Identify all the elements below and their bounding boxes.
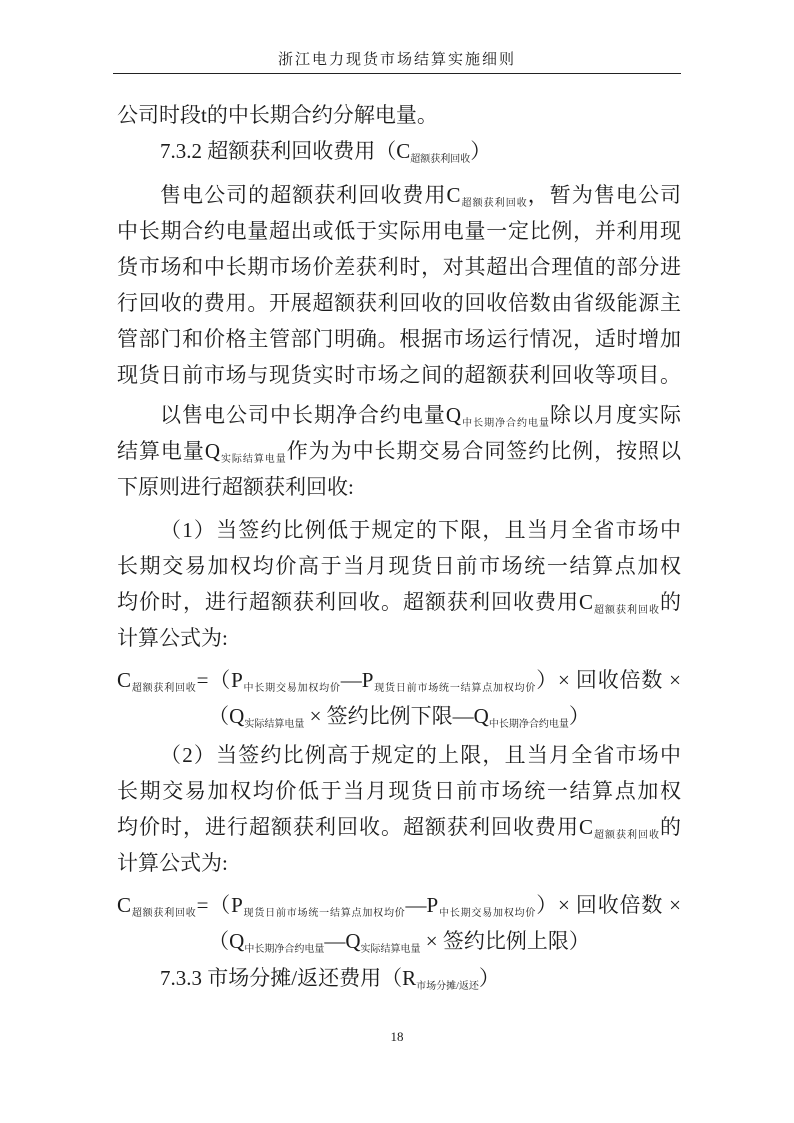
text-run: 7.3.3 市场分摊/返还费用（R [160, 966, 417, 990]
text-run: ） [470, 139, 492, 163]
text-line-18 [117, 737, 681, 773]
text-run: （Q [208, 929, 245, 953]
subscript: 超额获利回收 [131, 908, 197, 919]
text-line-1 [117, 97, 681, 133]
subscript: 实际结算电量 [244, 719, 305, 730]
text-run: 行回收的费用。开展超额获利回收的回收倍数由省级能源主 [117, 291, 681, 315]
text-run: × 签约比例下限—Q [304, 704, 489, 728]
text-run: =（P [196, 668, 243, 692]
text-run: 计算公式为: [117, 626, 228, 650]
text-line-5 [117, 249, 681, 285]
text-run: 结算电量Q [117, 439, 220, 463]
text-run: 长期交易加权均价高于当月现货日前市场统一结算点加权 [117, 554, 681, 578]
text-line-22 [117, 887, 681, 923]
subscript: 超额获利回收 [460, 198, 528, 209]
text-line-11 [117, 469, 681, 505]
text-line-10 [117, 433, 681, 469]
text-run: ）× 回收倍数 × [536, 668, 681, 692]
subscript: 实际结算电量 [360, 944, 421, 955]
text-run: ）× 回收倍数 × [536, 893, 681, 917]
text-line-16 [117, 662, 681, 698]
text-line-15 [117, 620, 681, 656]
subscript: 超额获利回收 [593, 830, 660, 841]
text-line-12 [117, 512, 681, 548]
text-line-9 [117, 397, 681, 433]
text-run: （Q [208, 704, 245, 728]
text-line-14 [117, 584, 681, 620]
text-run: —P [340, 668, 374, 692]
text-run: 以售电公司中长期净合约电量Q [160, 403, 462, 427]
subscript: 超额获利回收 [593, 605, 660, 616]
text-line-8 [117, 357, 681, 393]
subscript: 中长期净合约电量 [488, 719, 569, 730]
text-run: 均价时，进行超额获利回收。超额获利回收费用C [117, 815, 593, 839]
text-run: 7.3.2 超额获利回收费用（C [160, 139, 411, 163]
text-run: —Q [324, 929, 361, 953]
text-line-20 [117, 809, 681, 845]
page-footer [0, 1028, 794, 1046]
subscript: 超额获利回收 [410, 154, 471, 165]
subscript: 现货日前市场统一结算点加权均价 [373, 683, 537, 694]
text-run: ） [478, 966, 500, 990]
text-run: C [117, 893, 132, 917]
text-run: 长期交易加权均价低于当月现货日前市场统一结算点加权 [117, 779, 681, 803]
text-run: 售电公司的超额获利回收费用C [160, 183, 461, 207]
text-run: （2）当签约比例高于规定的上限，且当月全省市场中 [160, 743, 681, 767]
text-line-17 [117, 698, 681, 734]
subscript: 市场分摊/返还 [416, 981, 479, 992]
subscript: 超额获利回收 [131, 683, 197, 694]
header-divider [113, 73, 681, 74]
text-line-21 [117, 845, 681, 881]
page-number: 18 [390, 1029, 404, 1044]
text-line-19 [117, 773, 681, 809]
text-run: 除以月度实际 [550, 403, 681, 427]
text-run: 货市场和中长期市场价差获利时，对其超出合理值的部分进 [117, 255, 681, 279]
text-line-2 [117, 133, 681, 169]
subscript: 中长期交易加权均价 [242, 683, 341, 694]
text-run: 现货日前市场与现货实时市场之间的超额获利回收等项目。 [117, 363, 681, 387]
text-run: 均价时，进行超额获利回收。超额获利回收费用C [117, 590, 593, 614]
document-body [117, 97, 681, 996]
text-line-13 [117, 548, 681, 584]
text-line-23 [117, 923, 681, 959]
text-run: —P [405, 893, 439, 917]
text-line-4 [117, 213, 681, 249]
text-run: C [117, 668, 132, 692]
subscript: 中长期交易加权均价 [438, 908, 537, 919]
text-line-3 [117, 177, 681, 213]
text-run: × 签约比例上限） [420, 929, 590, 953]
text-line-7 [117, 321, 681, 357]
text-line-6 [117, 285, 681, 321]
text-line-24 [117, 960, 681, 996]
text-run: 中长期合约电量超出或低于实际用电量一定比例，并利用现 [117, 219, 681, 243]
text-run: ） [568, 704, 590, 728]
text-run: 下原则进行超额获利回收: [117, 475, 354, 499]
text-run: ，暂为售电公司 [527, 183, 681, 207]
subscript: 现货日前市场统一结算点加权均价 [242, 908, 406, 919]
text-run: 公司时段t的中长期合约分解电量。 [117, 103, 438, 127]
text-run: 作为为中长期交易合同签约比例，按照以 [286, 439, 681, 463]
text-run: 计算公式为: [117, 851, 228, 875]
text-run: =（P [196, 893, 243, 917]
subscript: 中长期净合约电量 [461, 418, 551, 429]
text-run: 管部门和价格主管部门明确。根据市场运行情况，适时增加 [117, 327, 681, 351]
text-run: 的 [660, 815, 681, 839]
text-run: （1）当签约比例低于规定的下限，且当月全省市场中 [160, 518, 681, 542]
page-header-title: 浙江电力现货市场结算实施细则 [277, 52, 516, 68]
subscript: 中长期净合约电量 [244, 944, 325, 955]
text-run: 的 [660, 590, 681, 614]
subscript: 实际结算电量 [220, 454, 287, 465]
